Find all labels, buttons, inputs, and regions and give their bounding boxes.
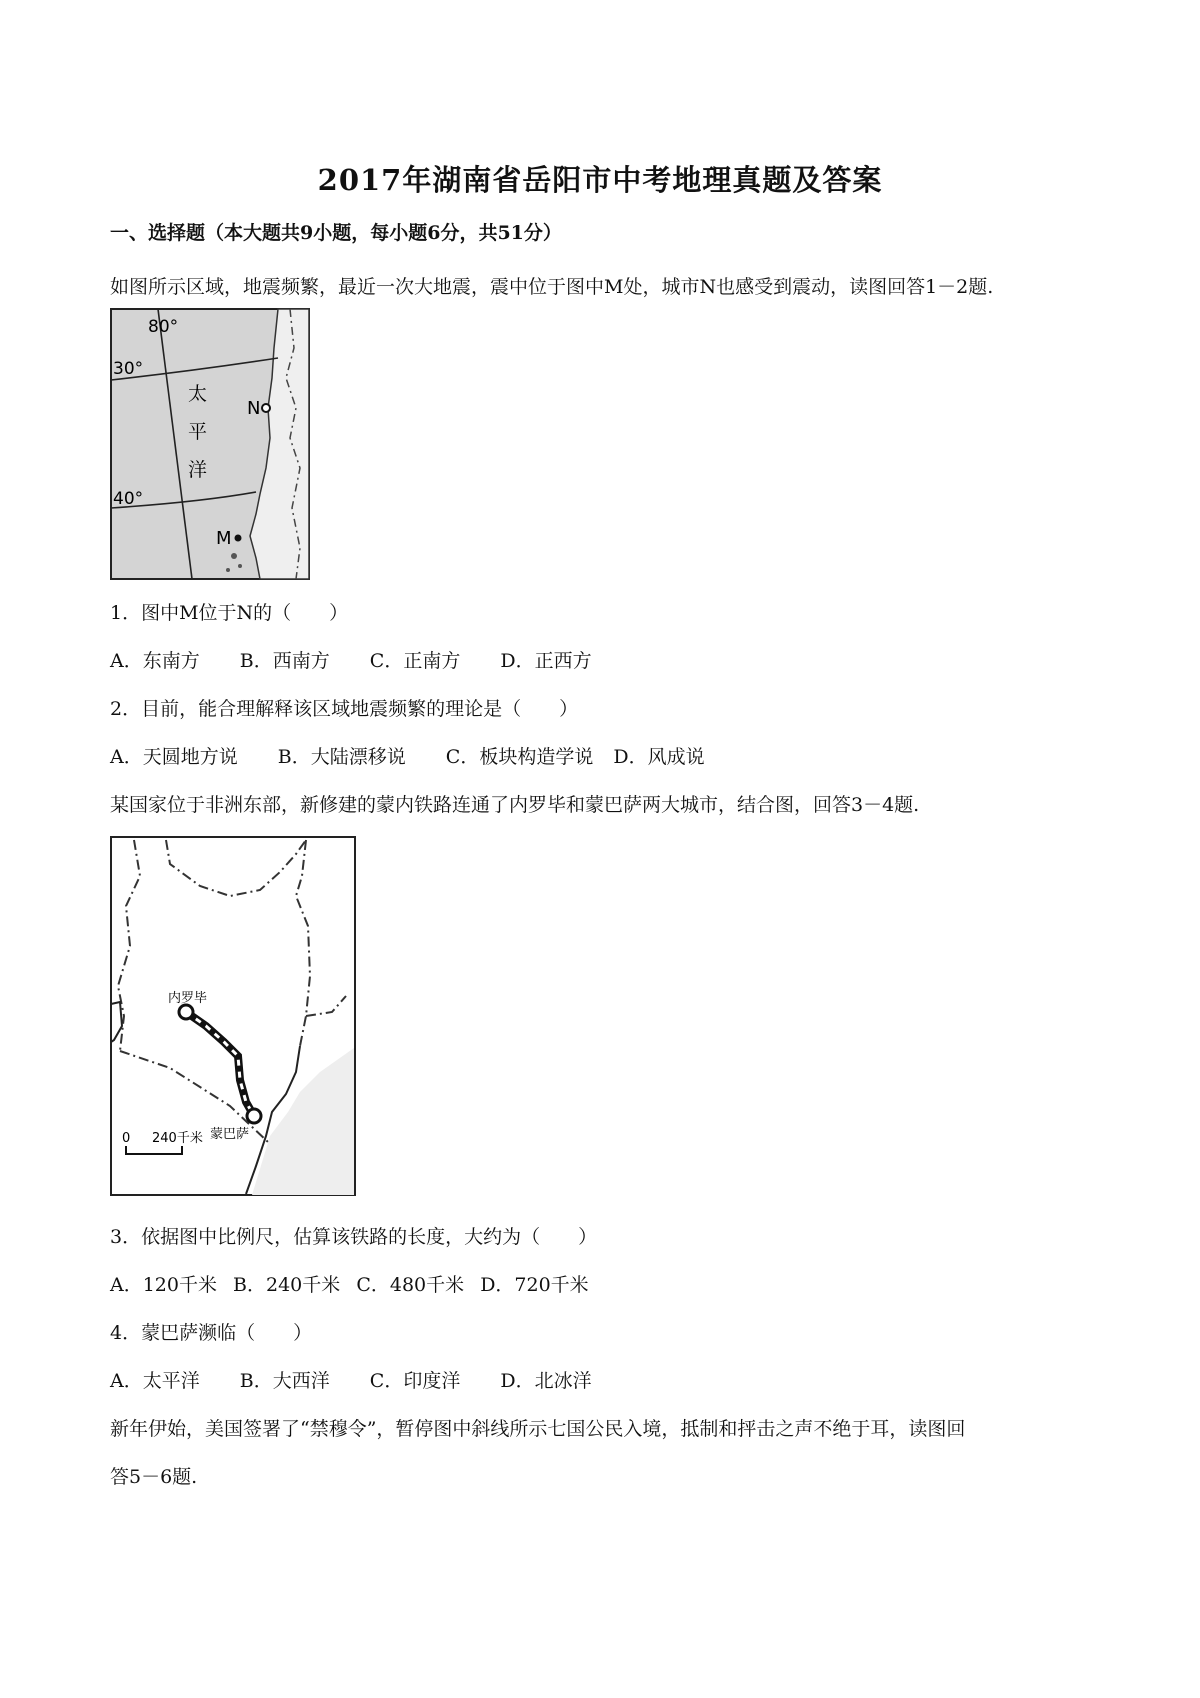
question-group-intro-3-4: 某国家位于非洲东部，新修建的蒙内铁路连通了内罗毕和蒙巴萨两大城市，结合图，回答3－4题. xyxy=(110,794,920,816)
question-4-options xyxy=(110,1366,626,1393)
question-4-option-c: C．印度洋 xyxy=(369,1370,461,1392)
question-2-stem: 2．目前，能合理解释该区域地震频繁的理论是（ ） xyxy=(110,698,579,720)
question-4-option-a: A．太平洋 xyxy=(110,1370,200,1392)
question-1-option-d: D．正西方 xyxy=(500,650,592,672)
question-4-option-b: B．大西洋 xyxy=(239,1370,330,1392)
question-2-option-c: C．板块构造学说 xyxy=(445,746,594,768)
map2-scale-zero: 0 xyxy=(122,1131,131,1146)
map1-ocean-char-2: 平 xyxy=(188,421,208,443)
section-heading: 一、选择题（本大题共9小题，每小题6分，共51分） xyxy=(110,222,562,244)
map1-lat-bottom-label: 40° xyxy=(113,489,144,509)
question-1-option-a: A．东南方 xyxy=(110,650,200,672)
map2-scale-distance: 240千米 xyxy=(152,1131,203,1146)
question-4-stem: 4．蒙巴萨濒临（ ） xyxy=(110,1322,313,1344)
map1-ocean-char-3: 洋 xyxy=(188,459,208,481)
map1-lat-top-label: 30° xyxy=(113,359,144,379)
map1-point-m: M xyxy=(216,528,232,549)
question-3-options xyxy=(110,1270,623,1297)
question-4-option-d: D．北冰洋 xyxy=(500,1370,592,1392)
question-1-option-c: C．正南方 xyxy=(369,650,461,672)
question-2-option-d: D．风成说 xyxy=(613,746,705,768)
question-1-options xyxy=(110,646,626,673)
map2-city-mombasa: 蒙巴萨 xyxy=(210,1127,250,1142)
question-2-options xyxy=(110,742,739,769)
question-1-stem: 1．图中M位于N的（ ） xyxy=(110,602,349,624)
map2-city-nairobi: 内罗毕 xyxy=(168,991,208,1006)
question-3-option-c: C．480千米 xyxy=(356,1274,465,1296)
page-title: 2017年湖南省岳阳市中考地理真题及答案 xyxy=(317,163,883,197)
map-earthquake-region xyxy=(110,308,310,580)
question-group-intro-1-2: 如图所示区域，地震频繁，最近一次大地震，震中位于图中M处，城市N也感受到震动，读图回答1－2题. xyxy=(110,276,994,298)
question-3-option-a: A．120千米 xyxy=(110,1274,217,1296)
question-2-option-a: A．天圆地方说 xyxy=(110,746,238,768)
map1-lon-label: 80° xyxy=(148,317,179,337)
map1-ocean-char-1: 太 xyxy=(188,383,208,405)
map-railway-country xyxy=(110,836,356,1196)
question-group-intro-5-6-cont: 答5－6题. xyxy=(110,1466,198,1488)
question-3-stem: 3．依据图中比例尺，估算该铁路的长度，大约为（ ） xyxy=(110,1226,598,1248)
question-2-option-b: B．大陆漂移说 xyxy=(277,746,406,768)
question-1-option-b: B．西南方 xyxy=(239,650,330,672)
question-3-option-d: D．720千米 xyxy=(480,1274,589,1296)
question-group-intro-5-6: 新年伊始，美国签署了“禁穆令”，暂停图中斜线所示七国公民入境，抵制和抨击之声不绝于耳，读图回 xyxy=(110,1418,966,1440)
map1-point-n: N xyxy=(247,398,261,419)
question-3-option-b: B．240千米 xyxy=(233,1274,341,1296)
